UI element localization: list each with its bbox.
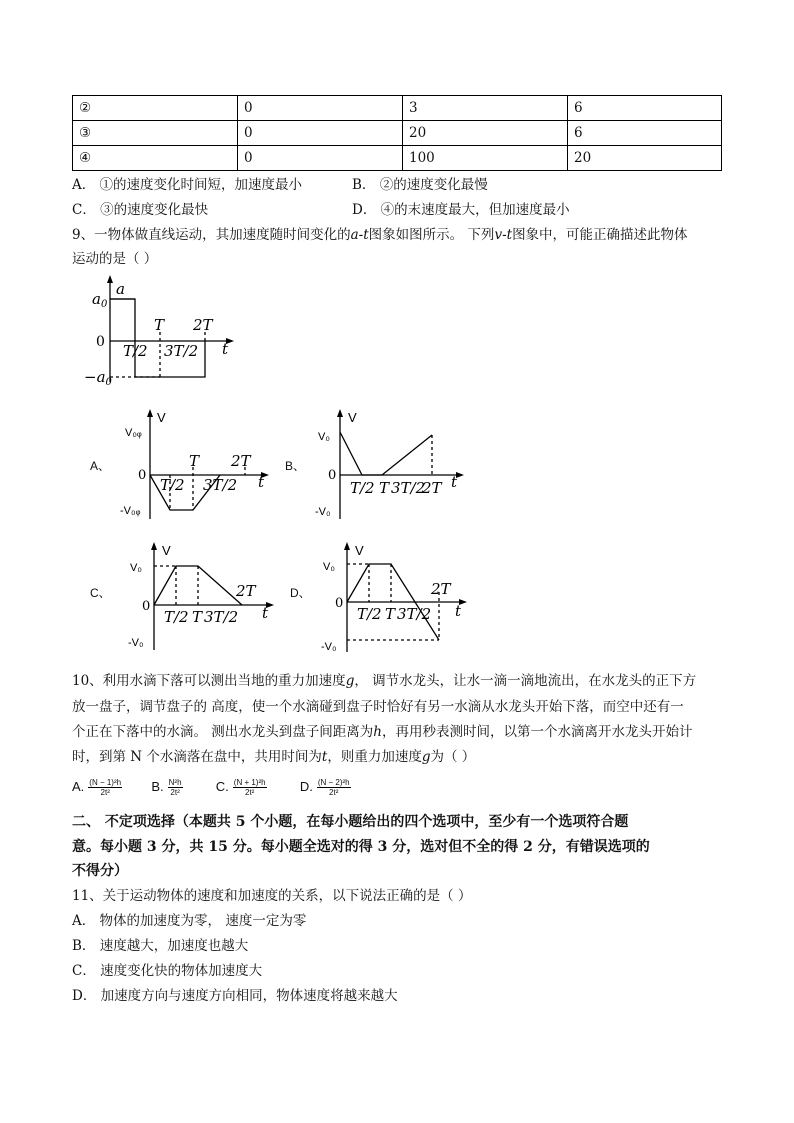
vt-d-v-label: V — [355, 543, 364, 558]
q9-stem-line2: 运动的是（ ） — [72, 251, 158, 267]
q9-stem-line1 — [72, 224, 688, 246]
vt-a-3T2-label: 3T/2 — [203, 476, 238, 494]
vt-a-neg-v0-label: -V₀ᵩ — [120, 505, 141, 517]
vt-a-2T-label: 2T — [231, 452, 251, 470]
vt-b-t-label: t — [451, 473, 458, 491]
vt-d-t-label: t — [455, 602, 462, 620]
vt-d-zero-label: 0 — [335, 596, 344, 611]
q10-options — [72, 776, 351, 798]
q10-t-symbol: t — [321, 749, 328, 765]
table-cell: 3 — [403, 96, 568, 121]
table-cell: ③ — [73, 121, 238, 146]
vt-a-zero-label: 0 — [138, 468, 147, 483]
q10-option-d: D. $\frac{\text{(N − 2)²h}}{\text{2t²}}$ — [299, 778, 350, 798]
q10-h-symbol: h — [373, 724, 382, 740]
vt-a-v-label: V — [157, 410, 166, 425]
q10-line2: 放一盘子，调节盘子的 高度，使一个水滴碰到盘子时恰好有另一水滴从水龙头开始下落，而空中还有一 — [72, 699, 684, 715]
q9-option-d-label: D、 — [290, 586, 311, 600]
vt-c-v-label: V — [162, 543, 171, 558]
at-3T2-label: 3T/2 — [164, 342, 199, 360]
at-T2-label: T/2 — [123, 342, 148, 360]
vt-d-v0-label: V₀ — [323, 561, 335, 573]
vt-c-2T-label: 2T — [236, 582, 256, 600]
q11-stem: 11、关于运动物体的速度和加速度的关系，以下说法正确的是（ ） — [72, 888, 472, 904]
at-curve — [110, 299, 205, 377]
at-y-arrow — [107, 275, 113, 283]
vt-c-zero-label: 0 — [142, 599, 151, 614]
q8-option-c: C． ③的速度变化最快 — [72, 202, 209, 218]
section2-heading-line3: 不得分） — [72, 863, 128, 879]
vt-b-v0-label: V₀ — [318, 431, 330, 443]
q8-option-a: A． ①的速度变化时间短，加速度最小 — [72, 177, 303, 193]
vt-d-T-label: T — [385, 605, 396, 623]
at-zero-label: 0 — [96, 334, 105, 350]
vt-b-2T-label: 2T — [422, 479, 442, 497]
q11-option-a: A． 物体的加速度为零， 速度一定为零 — [72, 913, 307, 929]
vt-b-v-label: V — [348, 410, 357, 425]
vt-c-3T2-label: 3T/2 — [204, 608, 239, 626]
vt-b-curve — [340, 432, 432, 475]
q9-text: 图象中，可能正确描述此物体 — [512, 227, 688, 243]
table-cell: 20 — [403, 121, 568, 146]
q10-text: 个正在下落中的水滴。 测出水龙头到盘子间距离为 — [72, 724, 374, 740]
q10-text: 时，到第 N 个水滴落在盘中，共用时间为 — [72, 749, 322, 765]
section2-heading-line2: 意。每小题 3 分，共 15 分。每小题全选对的得 3 分，选对但不全的得 2 分，有错误选项的 — [72, 839, 650, 855]
vt-d-neg-v0-label: -V₀ — [321, 641, 337, 653]
q10-line1 — [72, 670, 696, 692]
vt-c-t-label: t — [262, 604, 269, 622]
q9-vt-symbol: v-t — [494, 227, 513, 243]
q9-at-symbol: a-t — [350, 227, 369, 243]
vt-graph-d — [315, 540, 475, 655]
table-cell: 0 — [238, 146, 403, 171]
vt-graph-c — [122, 540, 282, 652]
vt-b-neg-v0-label: -V₀ — [315, 506, 331, 518]
at-2T-label: 2T — [193, 316, 213, 334]
vt-b-zero-label: 0 — [328, 468, 337, 483]
q11-option-d: D． 加速度方向与速度方向相同，物体速度将越来越大 — [72, 988, 398, 1004]
vt-graph-a — [115, 407, 275, 522]
vt-d-2T-label: 2T — [431, 580, 451, 598]
q10-option-b: B. $\frac{\text{N²h}}{\text{2t²}}$ — [151, 778, 182, 798]
vt-a-v0-label: V₀ᵩ — [125, 427, 142, 439]
q9-option-a-label: A、 — [90, 459, 111, 473]
vt-c-v0-label: V₀ — [130, 562, 142, 574]
table-cell: 6 — [568, 96, 722, 121]
q9-text: 图象如图所示。 下列 — [368, 227, 495, 243]
at-graph — [80, 274, 240, 386]
table-cell: ② — [73, 96, 238, 121]
q9-option-b-label: B、 — [285, 459, 306, 473]
q10-line3 — [72, 721, 693, 743]
table-row — [73, 121, 722, 146]
vt-a-T-label: T — [189, 452, 200, 470]
table-cell: ④ — [73, 146, 238, 171]
at-a0-label: $a_0$ — [92, 290, 108, 310]
q10-text: ，则重力加速度 — [327, 749, 422, 765]
q8-option-d: D． ④的末速度最大，但加速度最小 — [352, 202, 570, 218]
vt-graph-b — [310, 407, 470, 522]
q10-g-symbol: g — [421, 749, 431, 765]
vt-a-t-label: t — [258, 473, 265, 491]
table-cell: 20 — [568, 146, 722, 171]
at-T-label: T — [154, 316, 165, 334]
vt-a-T2-label: T/2 — [160, 476, 185, 494]
table-row — [73, 146, 722, 171]
q10-line4 — [72, 746, 475, 768]
q10-option-a: A. $\frac{\text{(N − 1)²h}}{\text{2t²}}$ — [72, 778, 122, 798]
q9-text: 9、一物体做直线运动，其加速度随时间变化的 — [72, 227, 351, 243]
vt-c-neg-v0-label: -V₀ — [128, 637, 144, 649]
q10-text: ，再用秒表测时间，以第一个水滴离开水龙头开始计 — [382, 724, 693, 740]
data-table — [72, 95, 722, 171]
at-t-label: t — [222, 340, 229, 358]
q9-option-c-label: C、 — [90, 586, 111, 600]
at-a-label: a — [116, 280, 125, 298]
table-cell: 0 — [238, 121, 403, 146]
vt-b-T-label: T — [379, 479, 390, 497]
at-neg-a0-label: $-a_0$ — [84, 368, 112, 386]
q10-text: ， 调节水龙头，让水一滴一滴地流出，在水龙头的正下方 — [354, 673, 697, 689]
vt-d-3T2-label: 3T/2 — [397, 605, 432, 623]
table-cell: 0 — [238, 96, 403, 121]
q11-option-b: B． 速度越大，加速度也越大 — [72, 938, 249, 954]
q11-option-c: C． 速度变化快的物体加速度大 — [72, 963, 263, 979]
vt-c-T2-label: T/2 — [164, 608, 189, 626]
vt-b-3T2-label: 3T/2 — [391, 479, 426, 497]
section2-heading-line1: 二、 不定项选择（本题共 5 个小题，在每小题给出的四个选项中，至少有一个选项符合题 — [72, 814, 629, 830]
vt-c-T-label: T — [192, 608, 203, 626]
q10-option-c: C. $\frac{\text{(N + 1)²h}}{\text{2t²}}$ — [215, 778, 266, 798]
table-row — [73, 96, 722, 121]
table-cell: 6 — [568, 121, 722, 146]
vt-b-T2-label: T/2 — [350, 479, 375, 497]
q10-text: 10、利用水滴下落可以测出当地的重力加速度 — [72, 673, 346, 689]
table-cell: 100 — [403, 146, 568, 171]
q10-g-symbol: g — [345, 673, 355, 689]
q8-option-b: B． ②的速度变化最慢 — [352, 177, 488, 193]
vt-d-T2-label: T/2 — [357, 605, 382, 623]
q10-text: 为（ ） — [430, 749, 476, 765]
